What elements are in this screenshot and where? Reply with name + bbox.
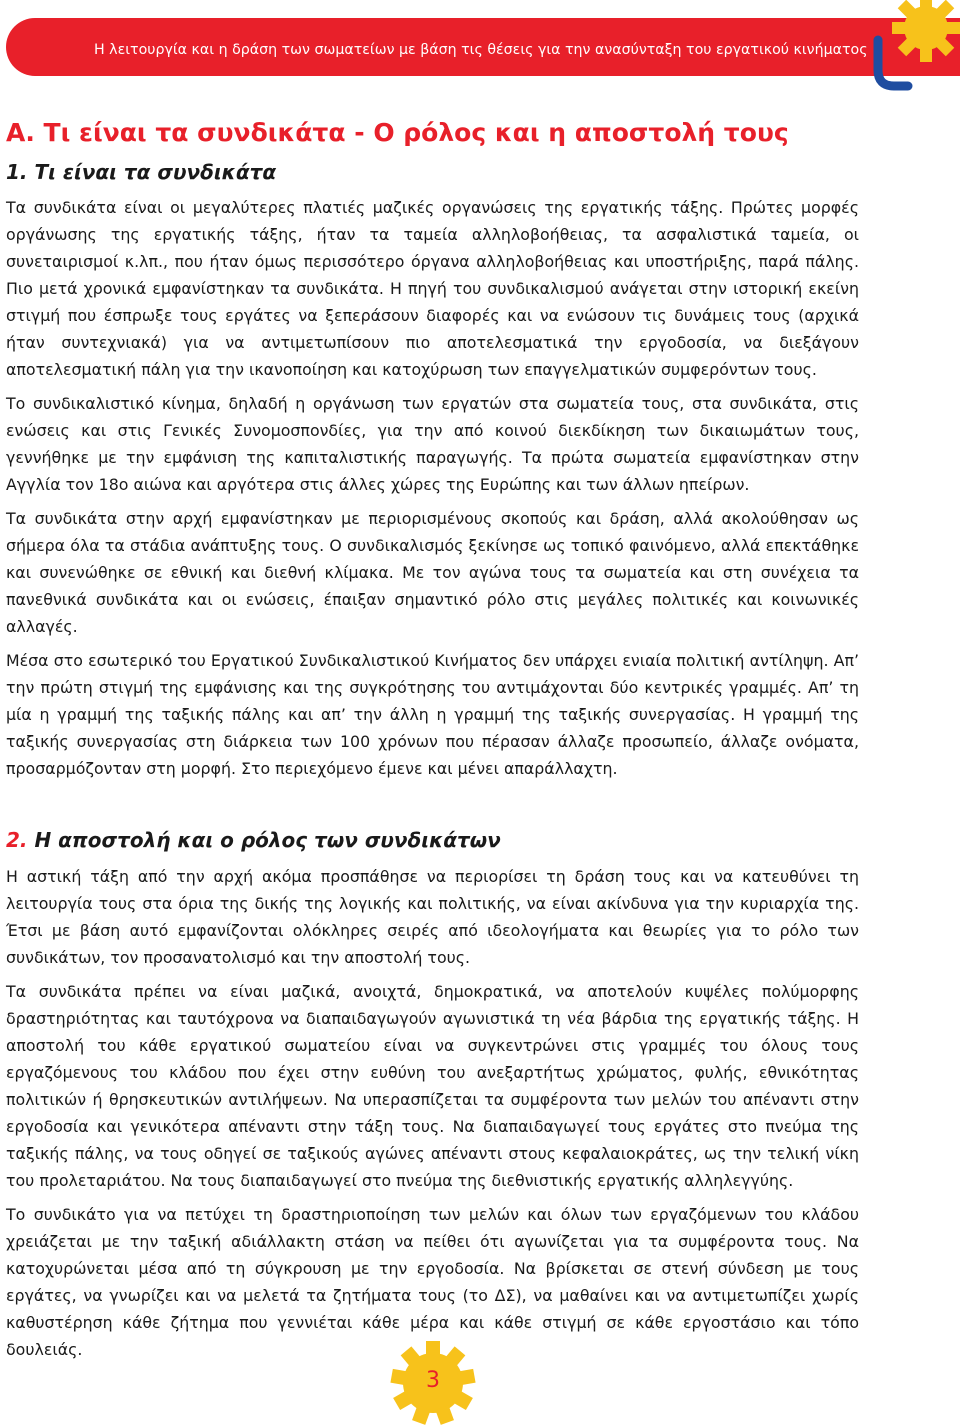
- running-title: Η λειτουργία και η δράση των σωματείων με βάση τις θέσεις για την ανασύνταξη του εργατικού κινήματος: [94, 42, 868, 58]
- section-1-title: 1. Τι είναι τα συνδικάτα: [6, 160, 277, 184]
- section-a-title: Α. Τι είναι τα συνδικάτα - Ο ρόλος και η αποστολή τους: [6, 118, 789, 147]
- page-number: 3: [426, 1368, 440, 1393]
- paragraph: Μέσα στο εσωτερικό του Εργατικού Συνδικαλιστικού Κινήματος δεν υπάρχει ενιαία πολιτική αντίληψη. Απ’ την πρώτη στιγμή της εμφάνισης και της συγκρότησης του αντιμάχονται δύο κεντρικές γραμμές. Απ’ τη μία η γραμμή της ταξικής πάλης και απ’ την άλλη η γραμμή της ταξικής συνεργασίας. Η γραμμή της ταξικής συνεργασίας στη διάρκεια των 100 χρόνων που πέρασαν άλλαζε προσωπείο, άλλαζε ονόματα, προσαρμόζονταν στη μορφή. Στο περιεχόμενο έμενε και μένει απαράλλαχτη.: [6, 651, 859, 778]
- paragraph: Η αστική τάξη από την αρχή ακόμα προσπάθησε να περιορίσει τη δράση τους και να κατευθύνει τη λειτουργία τους στα όρια της δικής της λογικής και πολιτικής, να είναι ακίνδυνα για την κυριαρχία της. Έτσι με βάση αυτό εμφανίζονται ολόκληρες σειρές από ιδεολογήματα και θεωρίες για το ρόλο των συνδικάτων, τον προσανατολισμό και την αποστολή τους.: [6, 867, 859, 967]
- gear-icon: [868, 0, 960, 92]
- section-2-title: [6, 828, 946, 852]
- section-2-number: 2.: [6, 828, 28, 852]
- section-2-heading: Η αποστολή και ο ρόλος των συνδικάτων: [34, 828, 501, 852]
- paragraph: Τα συνδικάτα στην αρχή εμφανίστηκαν με περιορισμένους σκοπούς και δράση, αλλά ακολούθησαν ως σήμερα όλα τα στάδια ανάπτυξης τους. Ο συνδικαλισμός ξεκίνησε ως τοπικό φαινόμενο, αλλά επεκτάθηκε και συνενώθηκε σε εθνική και διεθνή κλίμακα. Με τον αγώνα τους τα σωματεία και στη συνέχεια τα πανεθνικά συνδικάτα και οι ενώσεις, έπαιξαν σημαντικό ρόλο στις μεγάλες πολιτικές και κοινωνικές αλλαγές.: [6, 509, 859, 636]
- paragraph: Το συνδικάτο για να πετύχει τη δραστηριοποίηση των μελών και όλων των εργαζόμενων του κλάδου χρειάζεται με την ταξική αδιάλλακτη στάση να πείθει ότι αγωνίζεται για τα συμφέροντα τους. Να κατοχυρώνεται μέσα από τη σύγκρουση με την εργοδοσία. Να βρίσκεται σε στενή σύνδεση με τους εργάτες, να γνωρίζει και να μελετά τα ζητήματα τους (το ΔΣ), να μαθαίνει και να αντιμετωπίζει χωρίς καθυστέρηση κάθε ζήτημα που γεννιέται κάθε μέρα και κάθε στιγμή σε κάθε εργοστάσιο και τόπο δουλειάς.: [6, 1205, 859, 1359]
- paragraph: Το συνδικαλιστικό κίνημα, δηλαδή η οργάνωση των εργατών στα σωματεία τους, στα συνδικάτα, στις ενώσεις και στις Γενικές Συνομοσπονδίες, για την από κοινού διεκδίκηση των δικαιωμάτων τους, γεννήθηκε με την εμφάνιση της καπιταλιστικής παραγωγής. Τα πρώτα σωματεία εμφανίστηκαν στην Αγγλία τον 18ο αιώνα και αργότερα στις άλλες χώρες της Ευρώπης και των άλλων ηπείρων.: [6, 394, 859, 494]
- section-2-body: [6, 863, 859, 1370]
- section-1-body: [6, 194, 859, 789]
- paragraph: Τα συνδικάτα πρέπει να είναι μαζικά, ανοιχτά, δημοκρατικά, να αποτελούν κυψέλες πολύμορφης δραστηριότητας και ταυτόχρονα να διαπαιδαγωγούν αγωνιστικά τη νέα βάρδια της εργατικής τάξης. Η αποστολή του κάθε εργατικού σωματείου είναι να συγκεντρώνει στις γραμμές του όλους τους εργαζόμενους του κλάδου που έχει στην ευθύνη του ανεξαρτήτως χρώματος, φυλής, εθνικότητας πολιτικών ή θρησκευτικών αντιλήψεων. Να υπερασπίζεται τα συμφέροντα των μελών του απέναντι στην εργοδοσία και γενικότερα απέναντι στην τάξη τους. Να διαπαιδαγωγεί τους εργάτες στο πνεύμα της ταξικής πάλης, να τους οδηγεί σε ταξικούς αγώνες απέναντι στους κεφαλαιοκράτες, ως την τελική νίκη του προλεταριάτου. Να τους διαπαιδαγωγεί στο πνεύμα της διεθνιστικής εργατικής αλληλεγγύης.: [6, 982, 859, 1190]
- paragraph: Τα συνδικάτα είναι οι μεγαλύτερες πλατιές μαζικές οργανώσεις της εργατικής τάξης. Πρώτες μορφές οργάνωσης της εργατικής τάξης, ήταν τα ταμεία αλληλοβοήθειας, τα ασφαλιστικά ταμεία, οι συνεταιρισμοί κ.λπ., που ήταν όμως περισσότερο όργανα αλληλοβοήθειας και υποστήριξης, παρά πάλης. Πιο μετά χρονικά εμφανίστηκαν τα συνδικάτα. Η πηγή του συνδικαλισμού ανάγεται στην ιστορική εκείνη στιγμή που έσπρωξε τους εργάτες να ξεπεράσουν διαφορές και να ενώσουν τις δυνάμεις τους (αρχικά ήταν συντεχνιακά) για να αντιμετωπίσουν πιο αποτελεσματικά την εργοδοσία, να διεξάγουν αποτελεσματική πάλη για την ικανοποίηση και κατοχύρωση των επαγγελματικών συμφερόντων τους.: [6, 198, 859, 379]
